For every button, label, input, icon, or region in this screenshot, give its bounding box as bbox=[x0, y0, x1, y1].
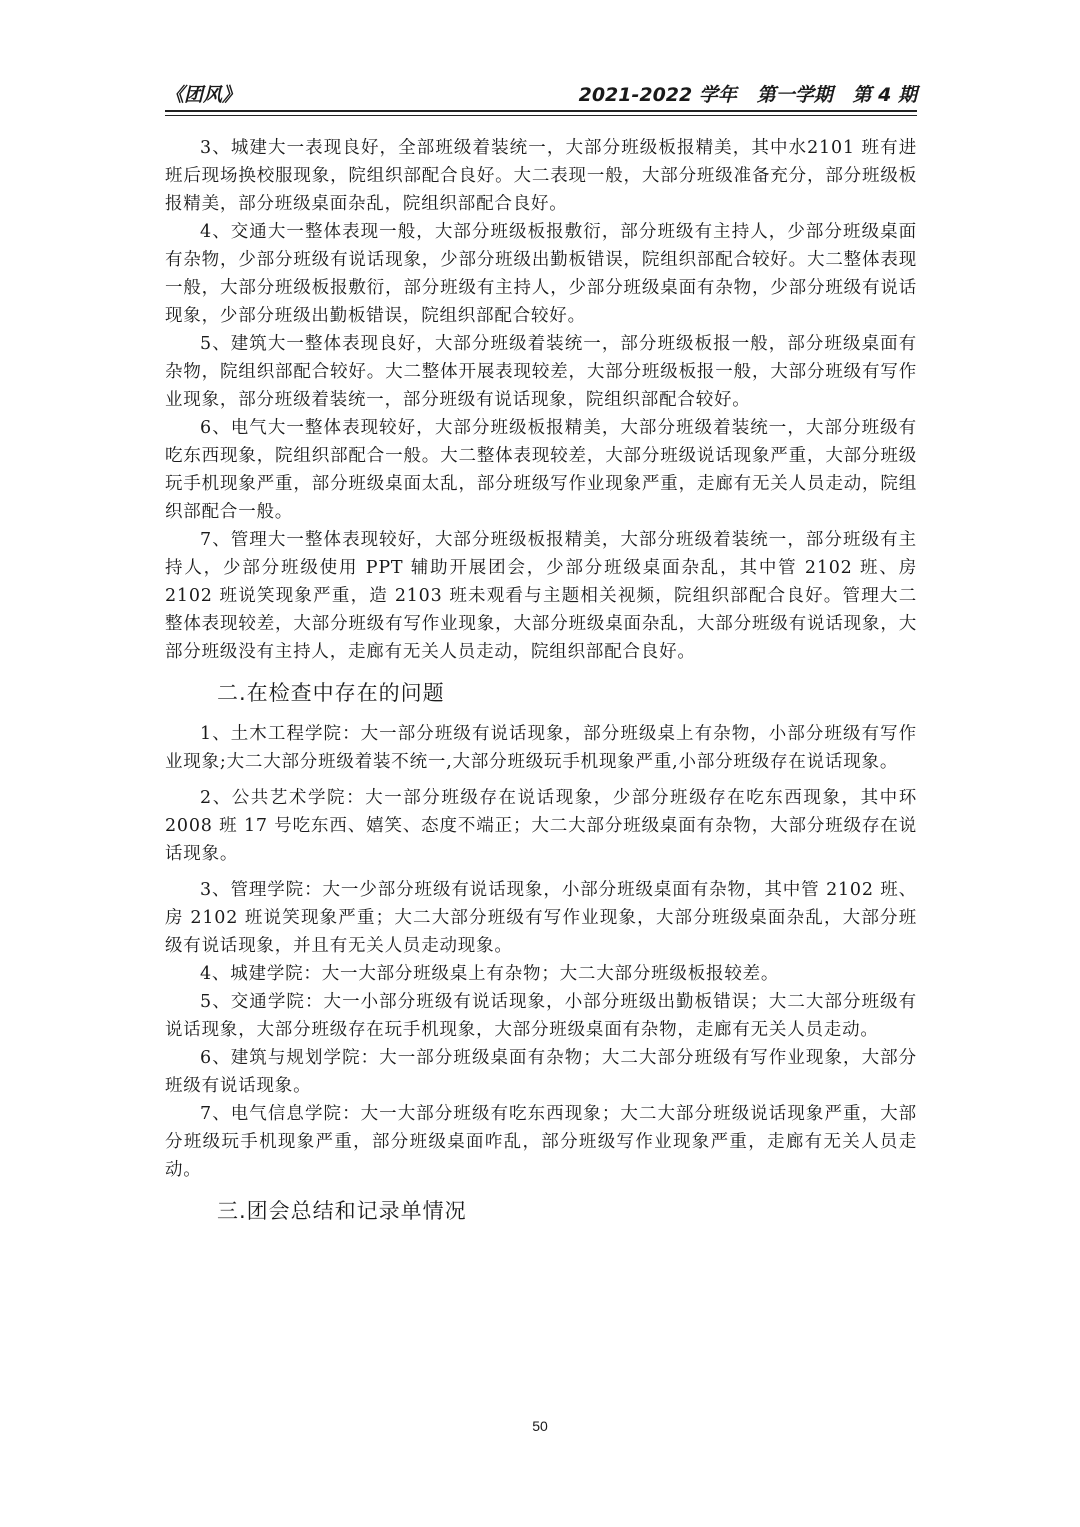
section2-item-4: 4、城建学院：大一大部分班级桌上有杂物；大二大部分班级板报较差。 bbox=[200, 964, 780, 984]
page-body bbox=[165, 134, 917, 1238]
section3-heading: 三.团会总结和记录单情况 bbox=[217, 1199, 467, 1223]
section1-item-5: 5、建筑大一整体表现良好，大部分班级着装统一，部分班级板报一般，部分班级桌面有杂物，院组织部配合较好。大二整体开展表现较差，大部分班级板报一般，大部分班级有写作业现象，部分班级着装统一，部分班级有说话现象，院组织部配合较好。 bbox=[165, 334, 917, 410]
section2-item-6: 6、建筑与规划学院：大一部分班级桌面有杂物；大二大部分班级有写作业现象，大部分班级有说话现象。 bbox=[165, 1048, 917, 1096]
section2-item-3: 3、管理学院：大一少部分班级有说话现象，小部分班级桌面有杂物，其中管 2102 班、房 2102 班说笑现象严重；大二大部分班级有写作业现象，大部分班级桌面杂乱，大部分班级有说话现象，并且有无关人员走动现象。 bbox=[165, 880, 917, 956]
header-rule-thick bbox=[165, 110, 917, 112]
page-number: 50 bbox=[532, 1418, 548, 1434]
section1-item-3: 3、城建大一表现良好，全部班级着装统一，大部分班级板报精美，其中水2101 班有进班后现场换校服现象，院组织部配合良好。大二表现一般，大部分班级准备充分，部分班级板报精美，部分班级桌面杂乱，院组织部配合良好。 bbox=[165, 138, 917, 214]
section2-item-5: 5、交通学院：大一小部分班级有说话现象，小部分班级出勤板错误；大二大部分班级有说话现象，大部分班级存在玩手机现象，大部分班级桌面有杂物，走廊有无关人员走动。 bbox=[165, 992, 917, 1040]
section1-item-6: 6、电气大一整体表现较好，大部分班级板报精美，大部分班级着装统一，大部分班级有吃东西现象，院组织部配合一般。大二整体表现较差，大部分班级说话现象严重，大部分班级玩手机现象严重，部分班级桌面太乱，部分班级写作业现象严重，走廊有无关人员走动，院组织部配合一般。 bbox=[165, 418, 917, 522]
section2-item-2: 2、公共艺术学院：大一部分班级存在说话现象，少部分班级存在吃东西现象，其中环 2008 班 17 号吃东西、嬉笑、态度不端正；大二大部分班级桌面有杂物，大部分班级存在说话现象。 bbox=[165, 788, 917, 864]
journal-title: 《团风》 bbox=[165, 84, 242, 106]
section2-item-1: 1、土木工程学院：大一部分班级有说话现象，部分班级桌上有杂物，小部分班级有写作业现象;大二大部分班级着装不统一,大部分班级玩手机现象严重,小部分班级存在说话现象。 bbox=[165, 724, 917, 772]
section1-item-4: 4、交通大一整体表现一般，大部分班级板报敷衍，部分班级有主持人，少部分班级桌面有杂物，少部分班级有说话现象，少部分班级出勤板错误，院组织部配合较好。大二整体表现一般，大部分班级板报敷衍，部分班级有主持人，少部分班级桌面有杂物，少部分班级有说话现象，少部分班级出勤板错误，院组织部配合较好。 bbox=[165, 222, 917, 326]
page-header bbox=[165, 80, 917, 106]
issue-info: 2021-2022 学年 第一学期 第 4 期 bbox=[578, 84, 917, 106]
section2-heading: 二.在检查中存在的问题 bbox=[217, 681, 445, 705]
header-rule-thin bbox=[165, 115, 917, 116]
section2-item-7: 7、电气信息学院：大一大部分班级有吃东西现象；大二大部分班级说话现象严重，大部分班级玩手机现象严重，部分班级桌面咋乱，部分班级写作业现象严重，走廊有无关人员走动。 bbox=[165, 1104, 917, 1180]
section1-item-7: 7、管理大一整体表现较好，大部分班级板报精美，大部分班级着装统一，部分班级有主持人，少部分班级使用 PPT 辅助开展团会，少部分班级桌面杂乱，其中管 2102 班、房 2102 班说笑现象严重，造 2103 班未观看与主题相关视频，院组织部配合良好。管理大二整体表现较差，大部分班级有写作业现象，大部分班级桌面杂乱，大部分班级有说话现象，大部分班级没有主持人，走廊有无关人员走动，院组织部配合良好。 bbox=[165, 530, 917, 662]
